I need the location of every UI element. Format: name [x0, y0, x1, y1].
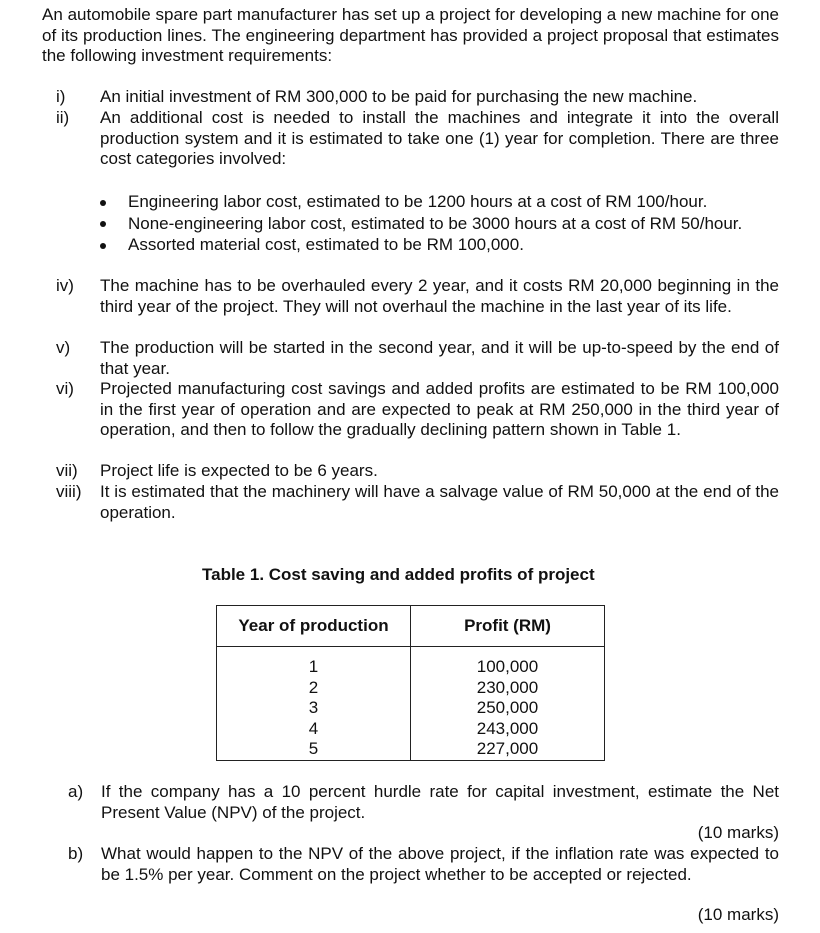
item-text: The machine has to be overhauled every 2 year, and it costs RM 20,000 beginning in the third year of the project. They will not overhaul the machine in the last year of its life. — [100, 276, 779, 316]
item-text: Project life is expected to be 6 years. — [100, 461, 378, 480]
item-text: It is estimated that the machinery will have a salvage value of RM 50,000 at the end of the operation. — [100, 482, 779, 522]
marks-label: (10 marks) — [697, 823, 779, 842]
bullet-icon — [98, 234, 128, 256]
bullet-text: Assorted material cost, estimated to be RM 100,000. — [128, 235, 524, 254]
intro-paragraph: An automobile spare part manufacturer has set up a project for developing a new machine for one of its production lines. The engineering department has provided a project proposal that estimates the following investment requirements: — [42, 5, 779, 65]
profit-cell — [411, 647, 605, 761]
year-value: 2 — [308, 677, 319, 697]
item-number: iv) — [56, 276, 74, 295]
marks-label: (10 marks) — [697, 905, 779, 924]
column-header-profit: Profit (RM) — [411, 606, 605, 647]
bullet-text: None-engineering labor cost, estimated to be 3000 hours at a cost of RM 50/hour. — [128, 213, 743, 233]
profit-table — [216, 605, 605, 761]
table-caption: Table 1. Cost saving and added profits of project — [202, 565, 595, 584]
question-number: a) — [68, 782, 84, 801]
item-number: ii) — [56, 108, 70, 127]
item-text: Projected manufacturing cost savings and added profits are estimated to be RM 100,000 in the first year of operation and are expected to peak at RM 250,000 in the third year of operation, and then to follow the gradually declining pattern shown in Table 1. — [100, 379, 779, 439]
list-item — [56, 276, 779, 317]
profit-value: 243,000 — [476, 718, 539, 738]
list-item — [56, 87, 779, 108]
item-number: i) — [56, 87, 66, 106]
list-item — [56, 482, 779, 523]
profit-value: 227,000 — [476, 739, 539, 758]
item-text: The production will be started in the second year, and it will be up-to-speed by the end of that year. — [100, 338, 779, 378]
question-b — [68, 844, 779, 885]
profit-value: 100,000 — [476, 657, 539, 676]
item-number: vi) — [56, 379, 74, 398]
bullet-text: Engineering labor cost, estimated to be 1200 hours at a cost of RM 100/hour. — [128, 192, 708, 211]
item-number: vii) — [56, 461, 78, 480]
year-value: 3 — [308, 698, 319, 717]
question-number: b) — [68, 844, 84, 863]
profit-value: 250,000 — [476, 698, 539, 717]
item-text: An initial investment of RM 300,000 to be paid for purchasing the new machine. — [100, 87, 698, 106]
year-value: 1 — [308, 657, 319, 676]
question-text: What would happen to the NPV of the above project, if the inflation rate was expected to be 1.5% per year. Comment on the project whether to be accepted or rejected. — [101, 844, 779, 884]
table-row — [217, 647, 605, 761]
bullet-item — [98, 191, 779, 213]
cost-category-list — [98, 191, 779, 256]
bullet-icon — [98, 191, 128, 213]
bullet-item — [98, 234, 779, 256]
profit-value: 230,000 — [476, 677, 539, 697]
bullet-icon — [98, 213, 128, 235]
list-item — [56, 461, 779, 482]
item-number: viii) — [56, 482, 82, 501]
bullet-item — [98, 213, 779, 235]
list-item — [56, 108, 779, 170]
column-header-year: Year of production — [217, 606, 411, 647]
question-text: If the company has a 10 percent hurdle rate for capital investment, estimate the Net Present Value (NPV) of the project. — [101, 782, 779, 822]
list-item — [56, 379, 779, 441]
year-value: 5 — [308, 739, 319, 758]
question-a — [68, 782, 779, 823]
item-text: An additional cost is needed to install the machines and integrate it into the overall production system and it is estimated to take one (1) year for completion. There are three cost categories involved: — [100, 108, 779, 168]
year-cell — [217, 647, 411, 761]
year-value: 4 — [308, 718, 319, 738]
list-item — [56, 338, 779, 379]
item-number: v) — [56, 338, 71, 357]
table-header-row — [217, 606, 605, 647]
